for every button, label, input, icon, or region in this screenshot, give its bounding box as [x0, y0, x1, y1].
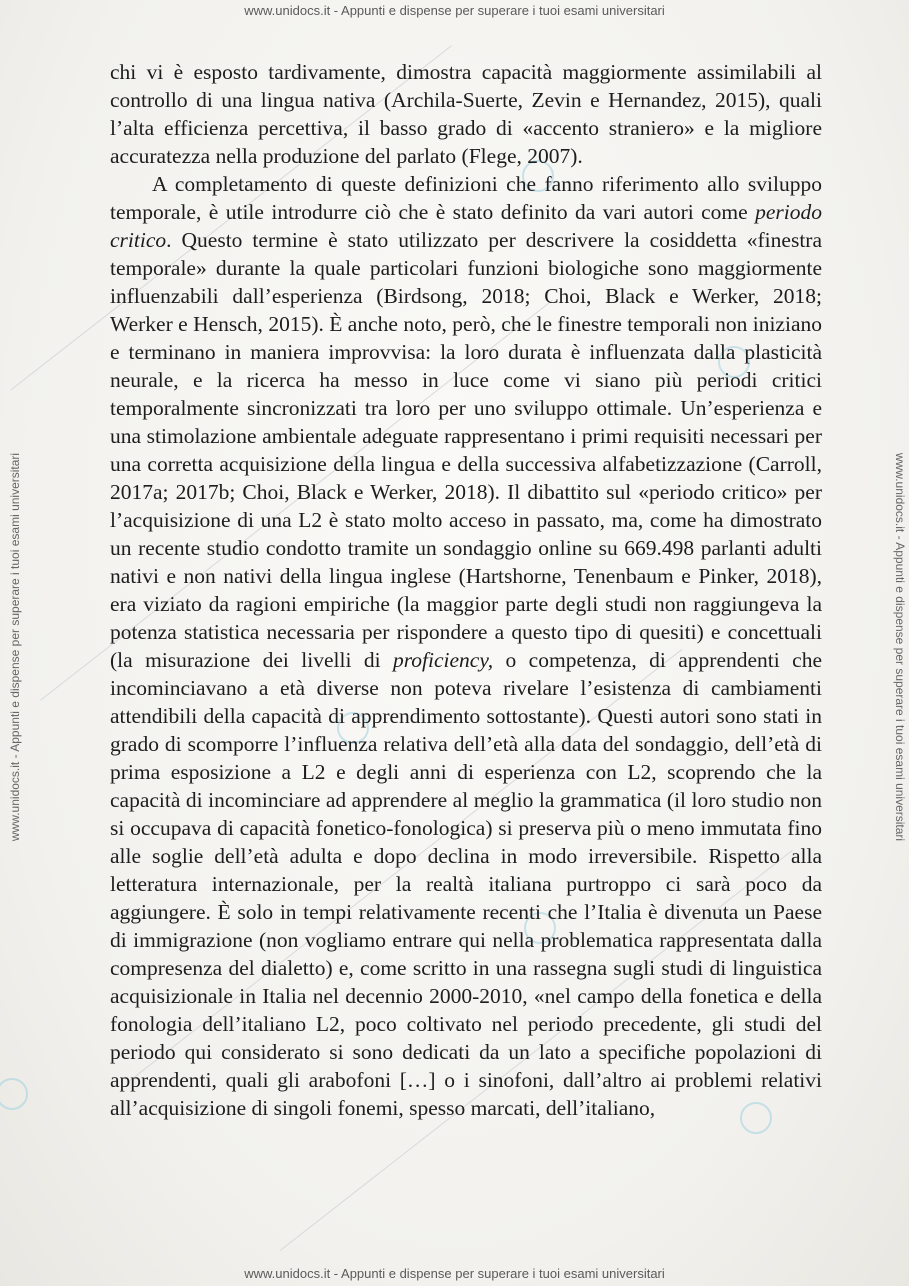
paragraph-text: A completamento di queste definizioni che fanno riferimento allo sviluppo temporale, è utile introdurre ciò che è stato definito da vari autori come — [110, 172, 822, 224]
watermark-top: www.unidocs.it - Appunti e dispense per superare i tuoi esami universitari — [244, 3, 665, 18]
watermark-left: www.unidocs.it - Appunti e dispense per superare i tuoi esami universitari — [8, 452, 22, 842]
paragraph-text: chi vi è esposto tardivamente, dimostra capacità maggiormente assimilabili al controllo di una lingua nativa (Archila-Suerte, Zevin e Hernandez, 2015), quali l’alta efficienza percettiva, il basso grado di «accento straniero» e la migliore accuratezza nella produzione del parlato (Flege, 2007). — [110, 60, 822, 168]
paragraph — [110, 58, 822, 170]
italic-term: proficiency, — [392, 648, 494, 672]
body-text — [110, 58, 822, 1122]
paragraph-text: o competenza, di apprendenti che incominciavano a età diverse non poteva rivelare l’esistenza di cambiamenti attendibili della capacità di apprendimento sottostante). Questi autori sono stati in grado di scomporre l’influenza relativa dell’età alla data del sondaggio, dell’età di prima esposizione a L2 e degli anni di esperienza con L2, scoprendo che la capacità di incominciare ad apprendere al meglio la grammatica (il loro studio non si occupava di capacità fonetico-fonologica) si preserva più o meno immutata fino alle soglie dell’età adulta e dopo declina in modo irreversibile. Rispetto alla letteratura internazionale, per la realtà italiana purtroppo ci sarà poco da aggiungere. È solo in tempi relativamente recenti che l’Italia è divenuta un Paese di immigrazione (non vogliamo entrare qui nella problematica rappresentata dalla compresenza del dialetto) e, come scritto in una rassegna sugli studi di linguistica acquisizionale in Italia nel decennio 2000-2010, «nel campo della fonetica e della fonologia dell’italiano L2, poco coltivato nel periodo precedente, gli studi del periodo qui considerato si sono dedicati da un lato a specifiche popolazioni di apprendenti, quali gli arabofoni […] o i sinofoni, dall’altro ai problemi relativi all’acquisizione di singoli fonemi, spesso marcati, dell’italiano, — [110, 648, 822, 1120]
paragraph-text: . Questo termine è stato utilizzato per descrivere la cosiddetta «finestra temporale» durante la quale particolari funzioni biologiche sono maggiormente influenzabili dall’esperienza (Birdsong, 2018; Choi, Black e Werker, 2018; Werker e Hensch, 2015). È anche noto, però, che le finestre temporali non iniziano e terminano in maniera improvvisa: la loro durata è influenzata dalla plasticità neurale, e la ricerca ha messo in luce come vi siano più periodi critici temporalmente sincronizzati tra loro per uno sviluppo ottimale. Un’esperienza e una stimolazione ambientale adeguate rappresentano i primi requisiti necessari per una corretta acquisizione della lingua e della successiva alfabetizzazione (Carroll, 2017a; 2017b; Choi, Black e Werker, 2018). Il dibattito sul «periodo critico» per l’acquisizione di una L2 è stato molto acceso in passato, ma, come ha dimostrato un recente studio condotto tramite un sondaggio online su 669.498 parlanti adulti nativi e non nativi della lingua inglese (Hartshorne, Tenenbaum e Pinker, 2018), era viziato da ragioni empiriche (la maggior parte degli studi non raggiungeva la potenza statistica necessaria per rispondere a questo tipo di quesiti) e concettuali (la misurazione dei livelli di — [110, 228, 822, 672]
paragraph — [110, 170, 822, 1122]
italic-term: periodo critico — [110, 200, 822, 252]
watermark-bottom: www.unidocs.it - Appunti e dispense per superare i tuoi esami universitari — [244, 1266, 665, 1281]
watermark-right: www.unidocs.it - Appunti e dispense per superare i tuoi esami universitari — [893, 452, 907, 842]
